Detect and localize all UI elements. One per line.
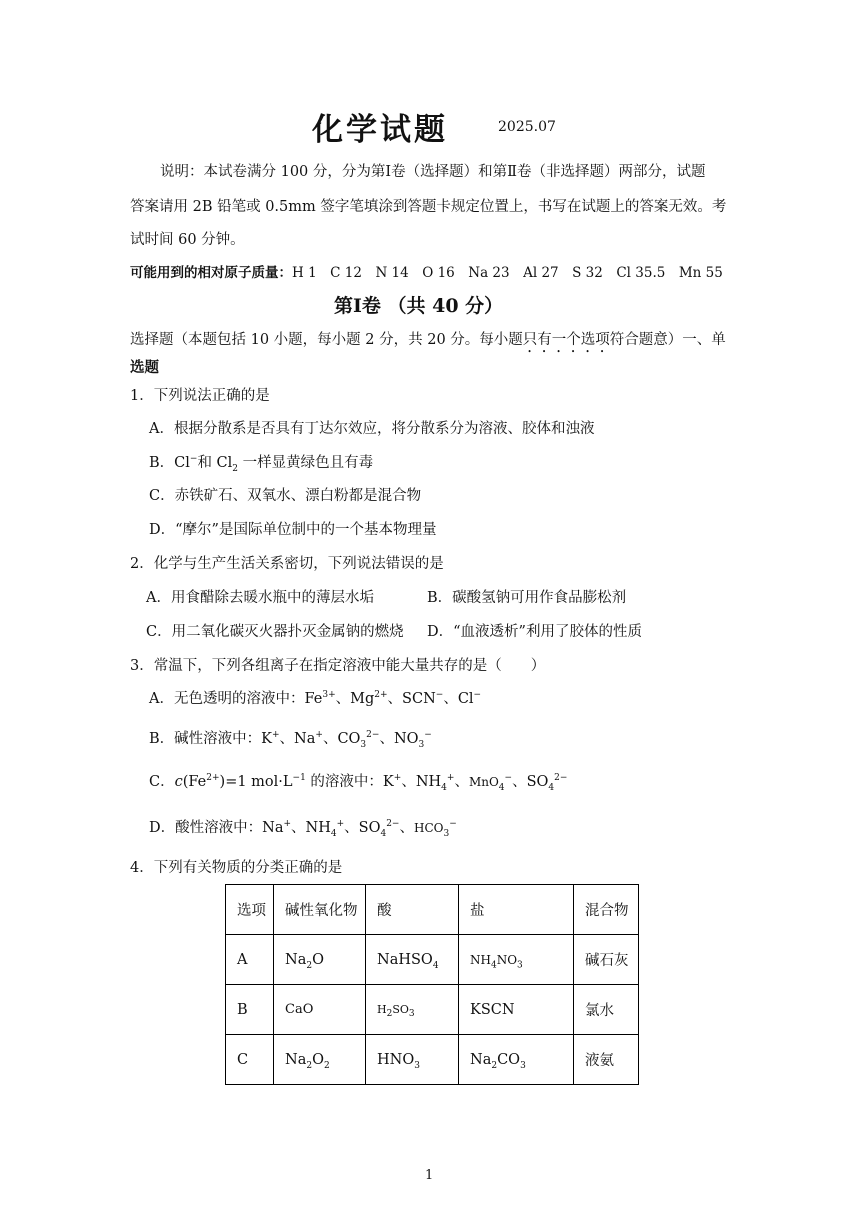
q1-option-a: A．根据分散系是否具有丁达尔效应，将分散系分为溶液、胶体和浊液 (149, 421, 595, 437)
ion-k: K (261, 731, 272, 747)
table-header-row (226, 885, 639, 935)
q2-option-a: A．用食醋除去暖水瓶中的薄层水垢 (146, 590, 374, 606)
q3-option-b (149, 729, 432, 749)
formula-part: H (377, 1003, 387, 1016)
formula-sub: 4 (432, 960, 439, 971)
sep: 、 (454, 774, 469, 790)
table-cell-salt (459, 935, 574, 985)
table-cell-option: B (226, 985, 274, 1035)
table-cell-mixture: 碱石灰 (574, 935, 639, 985)
section-desc-part-b: 符合题意）一、单 (609, 332, 726, 348)
page-number: 1 (425, 1168, 434, 1183)
ion-hco3-charge: − (449, 819, 457, 830)
formula-sub: 3 (520, 1060, 526, 1071)
ion-cl: Cl (457, 691, 474, 707)
ion-k-charge: + (393, 773, 402, 784)
q3-c-label: C． (149, 774, 175, 790)
table-cell-mixture: 氯水 (574, 985, 639, 1035)
q3-c-tail: 的溶液中： (305, 774, 383, 790)
ion-so4-charge: 2− (386, 819, 400, 830)
table-header: 碱性氧化物 (274, 885, 366, 935)
formula-part: NaHSO (377, 951, 433, 968)
table-cell-basic-oxide (274, 1035, 366, 1085)
q1-stem: 1．下列说法正确的是 (130, 388, 270, 404)
formula-part: NO (496, 952, 518, 967)
q1-option-d: D．“摩尔”是国际单位制中的一个基本物理量 (149, 522, 437, 538)
ion-mg-charge: 2+ (374, 690, 388, 701)
formula-part: Na (285, 1051, 307, 1068)
ion-mg: Mg (350, 691, 375, 707)
ion-mno4: MnO (468, 775, 499, 789)
table-cell-acid (366, 935, 459, 985)
classification-table (225, 884, 639, 1085)
sep: 、 (399, 820, 414, 836)
ion-no3-charge: − (424, 730, 432, 741)
q2-option-b: B．碳酸氢钠可用作食品膨松剂 (427, 590, 627, 606)
ion-co3-charge: 2− (366, 730, 380, 741)
sep: 、 (279, 731, 295, 747)
q3-c-fe-charge: 2+ (206, 773, 220, 784)
atomic-masses (130, 263, 723, 283)
section-description (130, 330, 726, 356)
ion-na: Na (294, 731, 316, 747)
formula-sub: 4 (490, 959, 497, 970)
q3-option-c (149, 772, 567, 792)
ion-cl-charge: − (473, 690, 482, 701)
table-cell-acid (366, 1035, 459, 1085)
ion-co3-sub: 3 (360, 739, 367, 750)
q1-b-sub: 2 (232, 463, 239, 474)
sep: 、 (443, 691, 458, 707)
ion-nh4-charge: + (336, 819, 345, 830)
sep: 、 (322, 731, 338, 747)
q3-c-unit-exp: −1 (292, 773, 306, 784)
q4-stem: 4．下列有关物质的分类正确的是 (130, 860, 343, 876)
ion-so4-charge: 2− (554, 773, 568, 784)
ion-fe: Fe (304, 691, 323, 707)
q3-stem: 3．常温下，下列各组离子在指定溶液中能大量共存的是（ ） (130, 658, 546, 674)
formula-part: SO (392, 1003, 409, 1016)
sep: 、 (379, 731, 394, 747)
ion-co3: CO (337, 731, 361, 747)
formula-sub: 3 (517, 959, 523, 970)
ion-nh4-charge: + (446, 773, 455, 784)
section-desc-emphasis: 只有一个选项 (522, 332, 610, 348)
ion-fe-charge: 3+ (322, 690, 336, 701)
formula-part: Na (470, 1051, 492, 1068)
formula-part: HNO (377, 1051, 415, 1068)
ion-na: Na (262, 820, 284, 836)
formula-sub: 3 (414, 1060, 420, 1071)
ion-k-charge: + (272, 730, 280, 741)
formula-part: NH (470, 952, 491, 967)
table-row (226, 935, 639, 985)
q1-b-text-3: 一样显黄绿色且有毒 (238, 455, 374, 471)
ion-mno4-sub: 4 (498, 782, 505, 793)
atomic-masses-values: H 1 C 12 N 14 O 16 Na 23 Al 27 S 32 Cl 35.5 Mn 55 (292, 265, 723, 281)
formula-sub: 2 (306, 960, 313, 971)
instructions-line-3: 试时间 60 分钟。 (130, 232, 245, 248)
ion-hco3-sub: 3 (443, 828, 450, 839)
table-cell-salt (459, 1035, 574, 1085)
formula-part: CO (497, 1051, 521, 1068)
ion-mno4-charge: − (504, 773, 513, 784)
section-title: 第Ⅰ卷 （共 40 分） (334, 295, 504, 317)
ion-hco3: HCO (413, 821, 444, 835)
table-cell-basic-oxide (274, 935, 366, 985)
q2-option-d: D．“血液透析”利用了胶体的性质 (427, 624, 642, 640)
q3-c-unit: )=1 mol·L (219, 774, 293, 790)
ion-scn: SCN (402, 691, 436, 707)
exam-date: 2025.07 (498, 119, 556, 135)
table-cell-salt: KSCN (459, 985, 574, 1035)
formula-sub: 2 (323, 1060, 330, 1071)
q1-b-text-2: 和 Cl (197, 455, 233, 471)
ion-no3-sub: 3 (418, 739, 425, 750)
q3-option-d (149, 818, 457, 838)
section-desc-line-2: 选题 (130, 359, 159, 376)
q3-c-fe: (Fe (182, 774, 207, 790)
table-cell-basic-oxide: CaO (274, 985, 366, 1035)
ion-nh4: NH (415, 774, 442, 790)
ion-no3: NO (393, 731, 419, 747)
q2-stem: 2．化学与生产生活关系密切，下列说法错误的是 (130, 556, 444, 572)
ion-na-charge: + (315, 730, 323, 741)
formula-sub: 2 (386, 1009, 393, 1020)
table-header: 混合物 (574, 885, 639, 935)
instructions-line-2: 答案请用 2B 铅笔或 0.5mm 签字笔填涂到答题卡规定位置上，书写在试题上的答案无效。考 (130, 199, 727, 215)
sep: 、 (387, 691, 403, 707)
sep: 、 (291, 820, 306, 836)
sep: 、 (344, 820, 359, 836)
ion-k: K (382, 774, 394, 790)
q3-b-label: B．碱性溶液中： (149, 731, 262, 747)
sep: 、 (335, 691, 351, 707)
formula-part: Na (285, 951, 307, 968)
q3-d-label: D．酸性溶液中： (149, 820, 263, 836)
ion-so4: SO (358, 820, 381, 836)
q1-option-c: C．赤铁矿石、双氧水、漂白粉都是混合物 (149, 488, 422, 504)
formula-part: O (312, 951, 324, 968)
sep: 、 (401, 774, 416, 790)
ion-nh4: NH (305, 820, 331, 836)
section-desc-part-a: 选择题（本题包括 10 小题，每小题 2 分，共 20 分。每小题 (130, 332, 523, 348)
ion-so4-sub: 4 (548, 782, 555, 793)
page-title: 化学试题 (312, 112, 448, 148)
table-header: 选项 (226, 885, 274, 935)
ion-nh4-sub: 4 (441, 782, 447, 793)
ion-nh4-sub: 4 (330, 828, 337, 839)
table-cell-acid (366, 985, 459, 1035)
formula-sub: 2 (306, 1060, 313, 1071)
formula-part: O (312, 1051, 324, 1068)
atomic-masses-label: 可能用到的相对原子质量： (130, 265, 292, 281)
sep: 、 (512, 774, 527, 790)
table-cell-option: C (226, 1035, 274, 1085)
q3-c-conc: c (174, 774, 183, 790)
formula-sub: 2 (491, 1060, 498, 1071)
q1-b-sup: − (189, 454, 198, 465)
table-cell-option: A (226, 935, 274, 985)
table-header: 酸 (366, 885, 459, 935)
ion-so4: SO (526, 774, 549, 790)
ion-so4-sub: 4 (380, 828, 387, 839)
q2-option-c: C．用二氧化碳灭火器扑灭金属钠的燃烧 (146, 624, 404, 640)
table-row (226, 985, 639, 1035)
table-row (226, 1035, 639, 1085)
instructions-line-1: 说明：本试卷满分 100 分，分为第Ⅰ卷（选择题）和第Ⅱ卷（非选择题）两部分，试题 (160, 164, 706, 180)
ion-scn-charge: − (435, 690, 444, 701)
table-header: 盐 (459, 885, 574, 935)
q1-b-text: B．Cl (149, 455, 190, 471)
q3-option-a (149, 689, 481, 709)
q3-a-label: A．无色透明的溶液中： (149, 691, 305, 707)
q1-option-b (149, 453, 373, 473)
ion-na-charge: + (283, 819, 292, 830)
table-cell-mixture: 液氨 (574, 1035, 639, 1085)
formula-sub: 3 (408, 1009, 415, 1020)
